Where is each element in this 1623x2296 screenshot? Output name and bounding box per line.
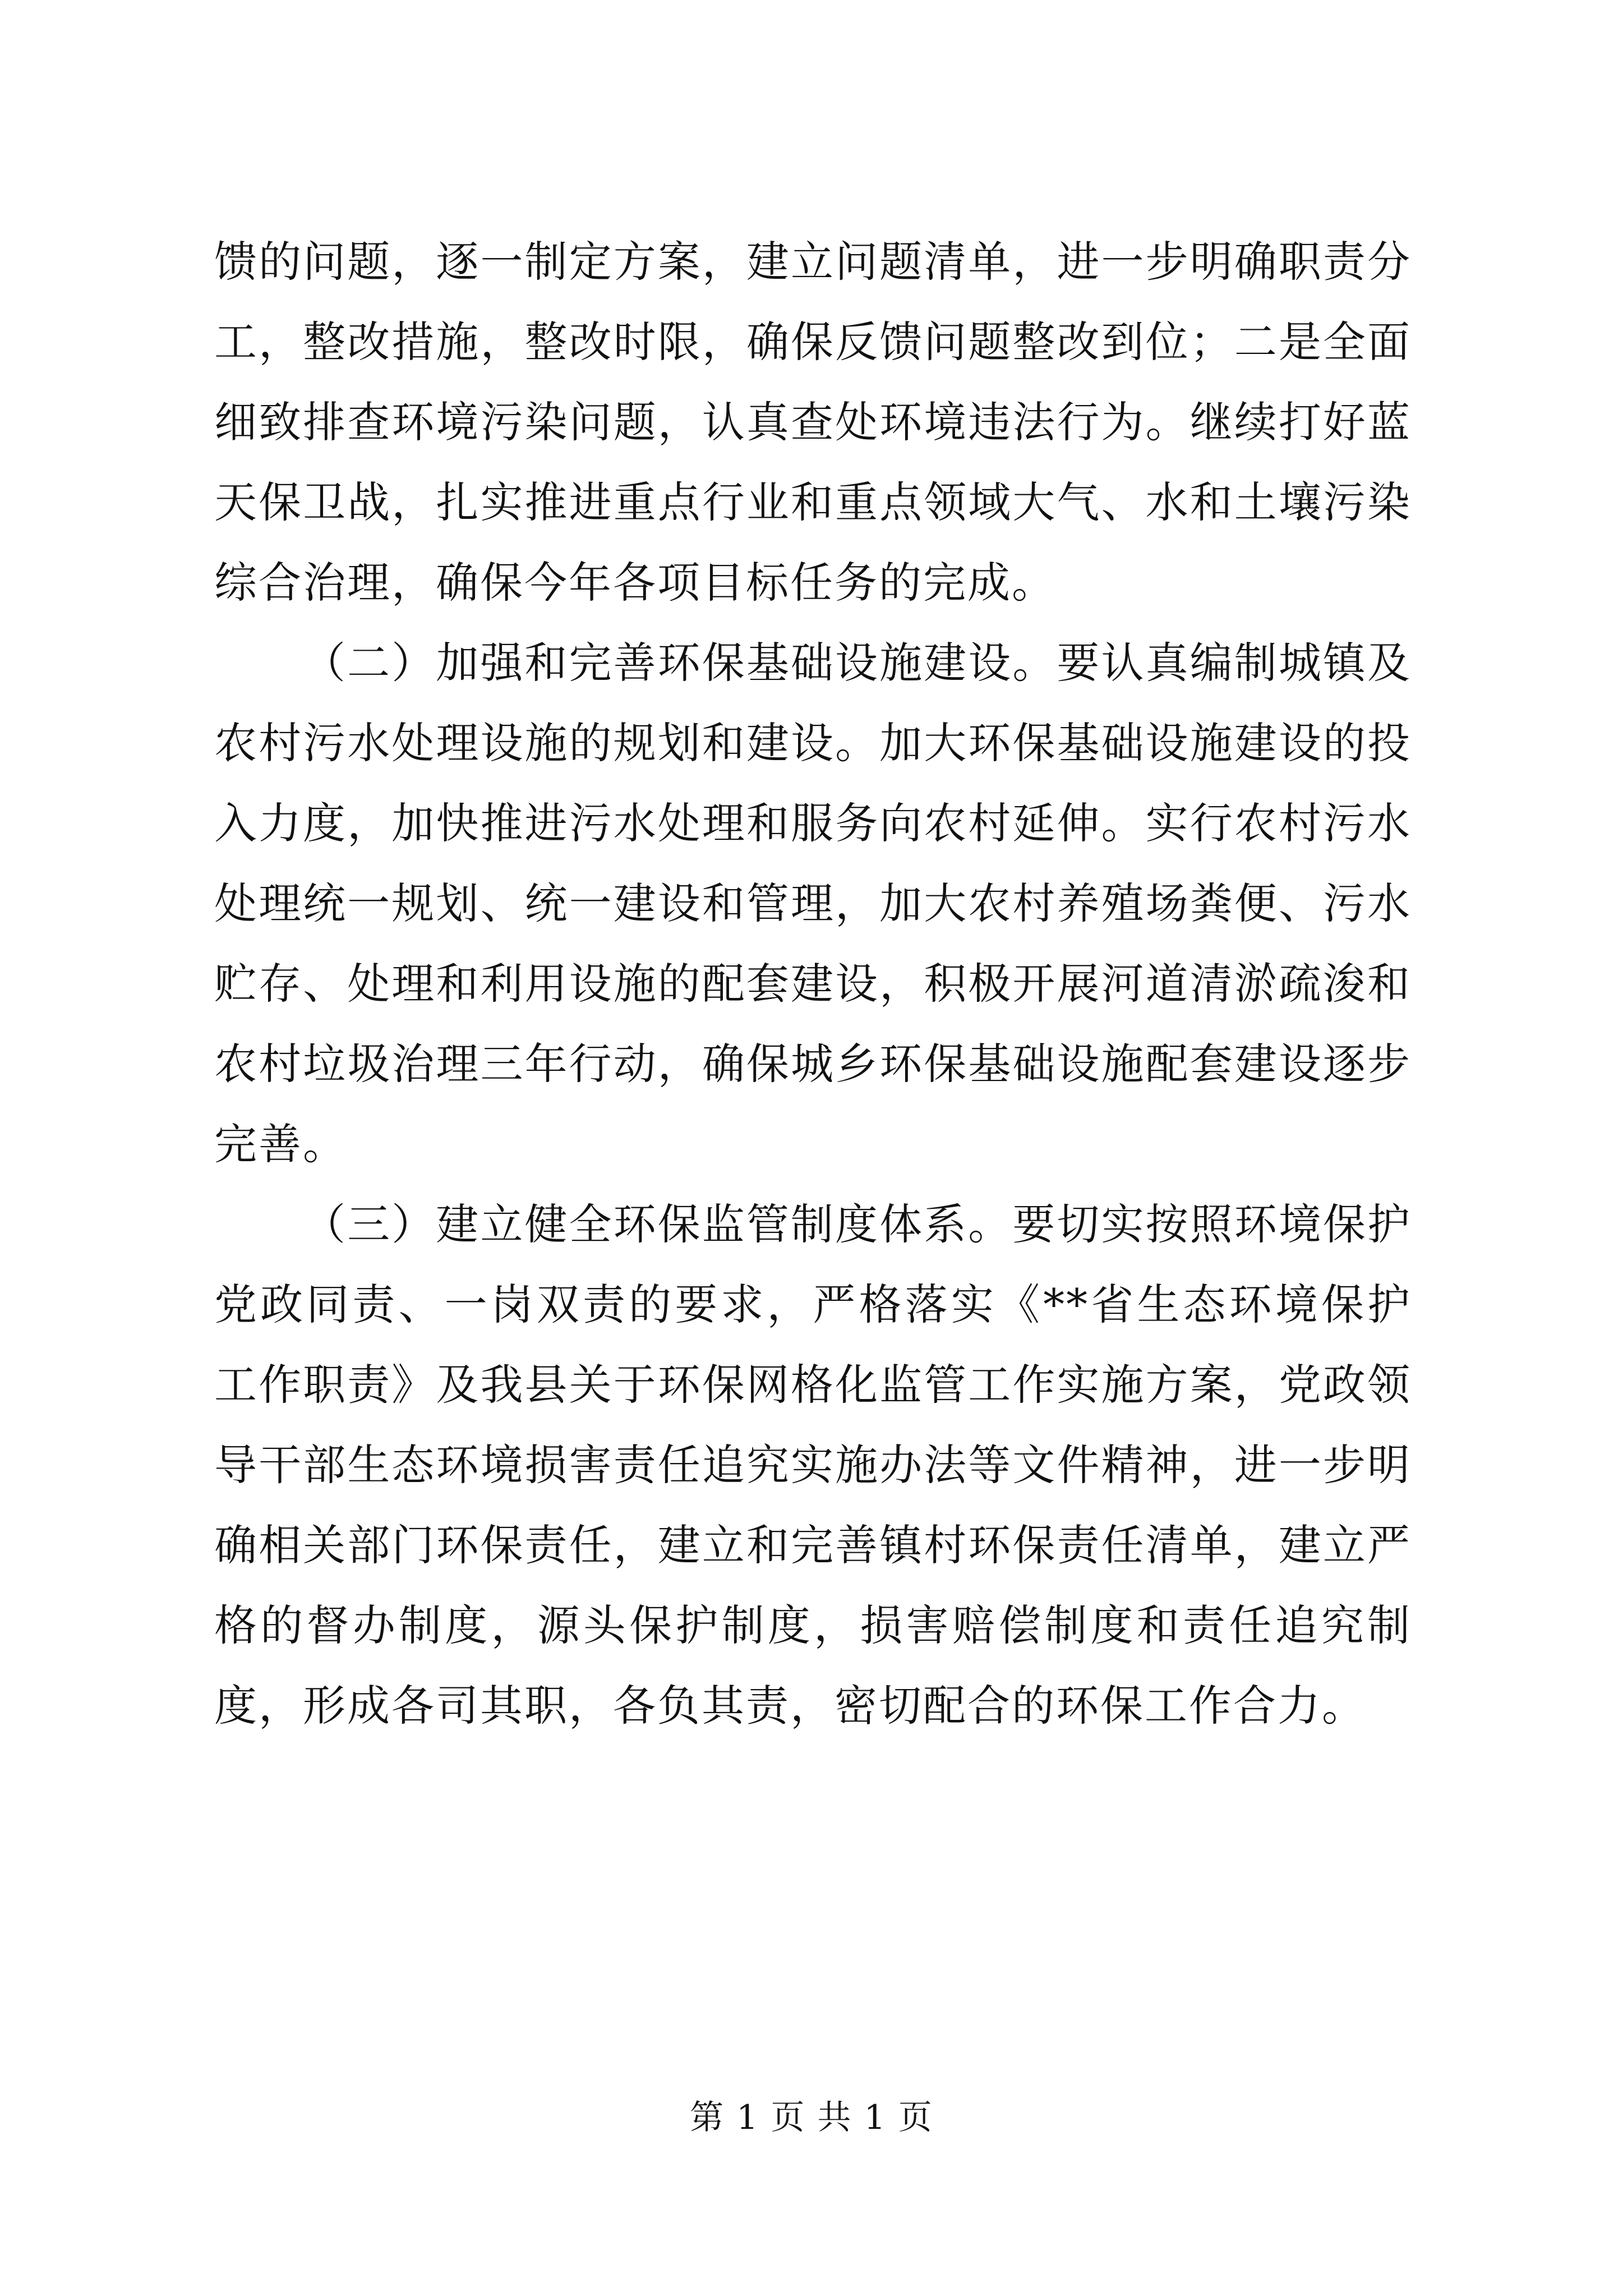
paragraph-infrastructure: （二）加强和完善环保基础设施建设。要认真编制城镇及农村污水处理设施的规划和建设。加大环保基础设施建设的投入力度，加快推进污水处理和服务向农村延伸。实行农村污水处理统一规划、统一建设和管理，加大农村养殖场粪便、污水贮存、处理和利用设施的配套建设，积极开展河道清淤疏浚和农村垃圾治理三年行动，确保城乡环保基础设施配套建设逐步完善。 bbox=[214, 638, 1412, 1169]
document-body bbox=[214, 222, 1412, 1746]
paragraph-supervision-system: （三）建立健全环保监管制度体系。要切实按照环境保护党政同责、一岗双责的要求，严格落实《**省生态环境保护工作职责》及我县关于环保网格化监管工作实施方案，党政领导干部生态环境损害责任追究实施办法等文件精神，进一步明确相关部门环保责任，建立和完善镇村环保责任清单，建立严格的督办制度，源头保护制度，损害赔偿制度和责任追究制度，形成各司其职，各负其责，密切配合的环保工作合力。 bbox=[214, 1199, 1412, 1731]
paragraph-continuation: 馈的问题，逐一制定方案，建立问题清单，进一步明确职责分工，整改措施，整改时限，确保反馈问题整改到位；二是全面细致排查环境污染问题，认真查处环境违法行为。继续打好蓝天保卫战，扎实推进重点行业和重点领域大气、水和土壤污染综合治理，确保今年各项目标任务的完成。 bbox=[214, 237, 1412, 608]
page-number-footer: 第 1 页 共 1 页 bbox=[690, 2098, 933, 2137]
